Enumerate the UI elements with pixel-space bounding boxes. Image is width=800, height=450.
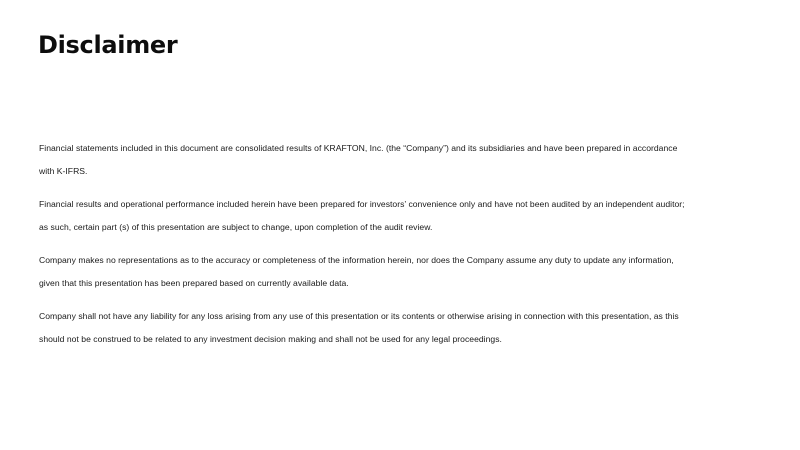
page-title: Disclaimer bbox=[38, 31, 178, 59]
disclaimer-body bbox=[39, 137, 689, 350]
disclaimer-paragraph-no-liability: Company shall not have any liability for any loss arising from any use of this presentation or its contents or otherwise arising in connection with this presentation, as this should not be construed to be related to any investment decision making and shall not be used for any legal proceedings. bbox=[39, 311, 679, 344]
disclaimer-paragraph-unaudited-results: Financial results and operational performance included herein have been prepared for investors’ convenience only and have not been audited by an independent auditor; as such, certain part (s) of this presentation are subject to change, upon completion of the audit review. bbox=[39, 199, 685, 232]
disclaimer-paragraph-financial-statements: Financial statements included in this document are consolidated results of KRAFTON, Inc. (the “Company”) and its subsidiaries and have been prepared in accordance with K-IFRS. bbox=[39, 143, 678, 176]
disclaimer-paragraph-no-representations: Company makes no representations as to the accuracy or completeness of the information herein, nor does the Company assume any duty to update any information, given that this presentation has been prepared based on currently available data. bbox=[39, 255, 674, 288]
